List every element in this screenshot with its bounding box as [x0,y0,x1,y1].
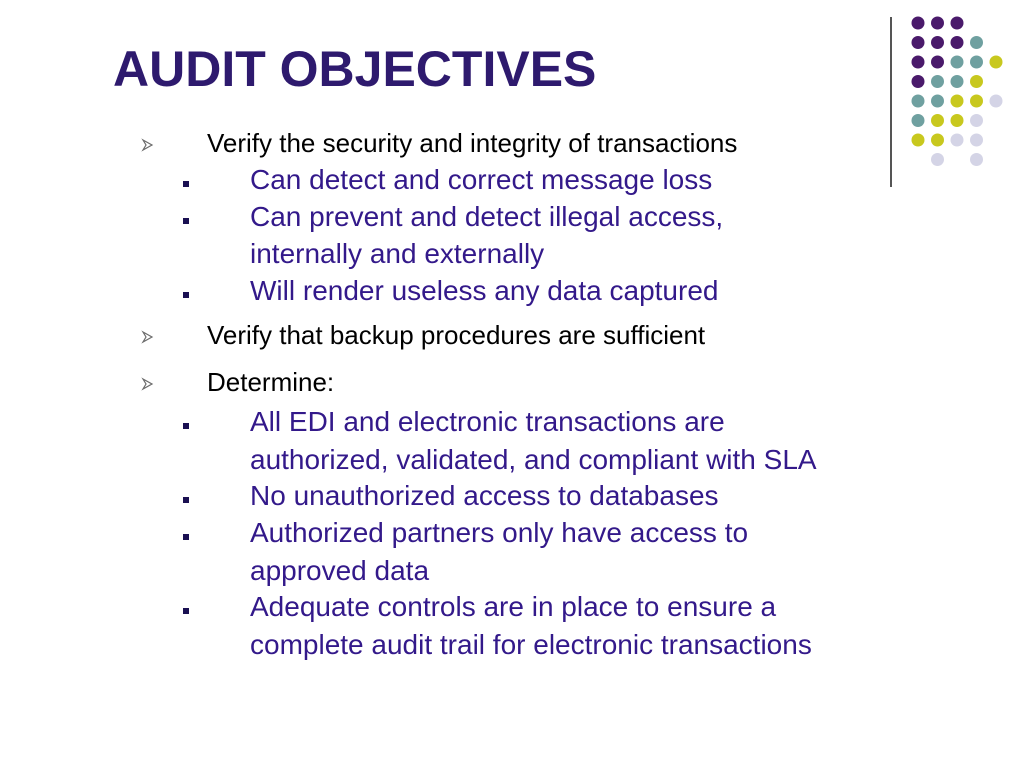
sub-bullet-edi-line2: authorized, validated, and compliant with SLA [250,444,817,475]
sub-bullet-illegal-access-line1: Can prevent and detect illegal access, [250,201,724,232]
sub-bullet-edi-line1: All EDI and electronic transactions are [250,406,725,437]
square-bullet-icon [183,497,189,503]
square-bullet-icon [183,423,189,429]
arrow-bullet-icon [141,377,159,391]
square-bullet-icon [183,608,189,614]
square-bullet-icon [183,218,189,224]
bullet-verify-backup: Verify that backup procedures are sufficient [207,320,706,350]
sub-bullet-database-access: No unauthorized access to databases [250,480,719,511]
sub-bullet-audit-trail-line2: complete audit trail for electronic transactions [250,629,812,660]
square-bullet-icon [183,292,189,298]
bullet-determine: Determine: [207,367,335,397]
sub-bullet-illegal-access-line2: internally and externally [250,238,545,269]
arrow-bullet-icon [141,330,159,344]
arrow-bullet-icon [141,138,159,152]
slide-title: AUDIT OBJECTIVES [113,41,597,97]
sub-bullet-message-loss: Can detect and correct message loss [250,164,713,195]
sub-bullet-partners-line1: Authorized partners only have access to [250,517,749,548]
sub-bullet-partners-line2: approved data [250,555,430,586]
sub-bullet-useless-data: Will render useless any data captured [250,275,719,306]
sub-bullet-audit-trail-line1: Adequate controls are in place to ensure a [250,591,777,622]
square-bullet-icon [183,534,189,540]
bullet-verify-security: Verify the security and integrity of transactions [207,128,738,158]
square-bullet-icon [183,181,189,187]
